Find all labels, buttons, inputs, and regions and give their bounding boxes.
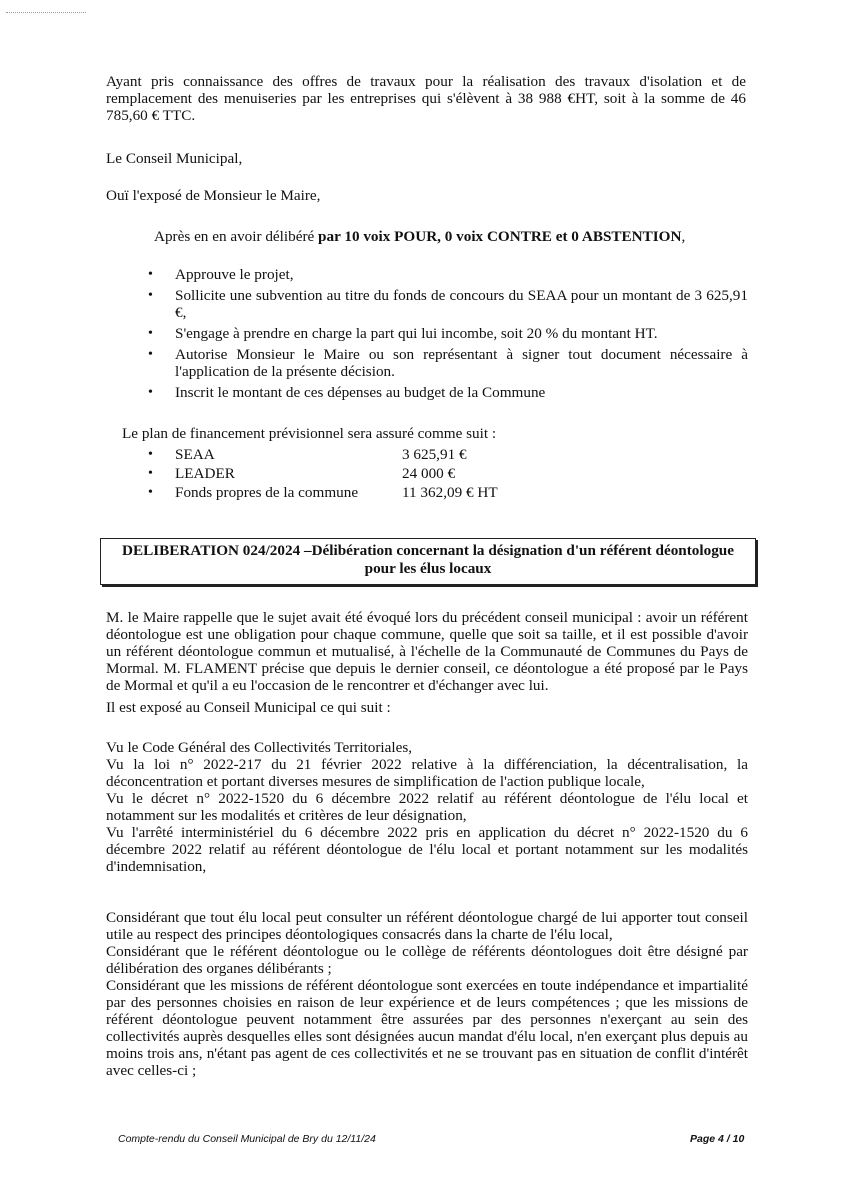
mayor-recall-paragraph: M. le Maire rappelle que le sujet avait été évoqué lors du précédent conseil municipal : avoir un référent déontologue est une obligation pour chaque commune, quelle que soit sa taille, et il est possible d'avoir un référent déontologue commun et mutualisé, à l'échelle de la Communauté de Communes du Pays de Mormal. M. FLAMENT précise que depuis le dernier conseil, ce déontologue a été proposé par le Pays de Mormal et qu'il a eu l'occasion de le rencontrer et d'échanger avec lui.: [106, 609, 748, 694]
financing-row: [108, 446, 748, 465]
page-number: Page 4 / 10: [690, 1133, 745, 1145]
vu-item: Vu le décret n° 2022-1520 du 6 décembre 2022 relatif au référent déontologue de l'élu local et notamment sur les modalités et critères de leur désignation,: [106, 790, 748, 824]
scan-artifact: [6, 12, 86, 14]
deliberation-vote-line: [154, 228, 754, 245]
vu-block: [106, 739, 748, 875]
financing-row: [108, 484, 748, 503]
deliberation-title-line1: DELIBERATION 024/2024 –Délibération concernant la désignation d'un référent déontologue: [121, 542, 734, 559]
list-item: • Inscrit le montant de ces dépenses au budget de la Commune: [108, 384, 748, 401]
financing-amount: 11 362,09 € HT: [402, 484, 498, 501]
vu-item: Vu l'arrêté interministériel du 6 décembre 2022 pris en application du décret n° 2022-1520 du 6 décembre 2022 relatif au référent déontologue de l'élu local et portant notamment sur les modalités d'indemnisation,: [106, 824, 748, 875]
vote-suffix: ,: [681, 228, 686, 245]
financing-amount: 24 000 €: [402, 465, 456, 482]
decision-list: [108, 266, 748, 401]
financing-label: LEADER: [175, 465, 235, 482]
financing-row: [108, 465, 748, 484]
list-item: • Autorise Monsieur le Maire ou son représentant à signer tout document nécessaire à l'application de la présente décision.: [108, 346, 748, 380]
intro-paragraph: Ayant pris connaissance des offres de travaux pour la réalisation des travaux d'isolation et de remplacement des menuiseries par les entreprises qui s'élèvent à 38 988 €HT, soit à la somme de 46 785,60 € TTC.: [106, 73, 746, 124]
council-heading: Le Conseil Municipal,: [106, 150, 243, 167]
vu-item: Vu le Code Général des Collectivités Territoriales,: [106, 739, 413, 756]
financing-label: Fonds propres de la commune: [175, 484, 359, 501]
heard-line: Ouï l'exposé de Monsieur le Maire,: [106, 187, 321, 204]
financing-list: [108, 446, 748, 503]
deliberation-title-line2: pour les élus locaux: [364, 560, 492, 577]
financing-intro: Le plan de financement prévisionnel sera assuré comme suit :: [122, 425, 497, 442]
vote-result: par 10 voix POUR, 0 voix CONTRE et 0 ABSTENTION: [318, 228, 682, 245]
financing-label: SEAA: [175, 446, 215, 463]
considerant-item: Considérant que tout élu local peut consulter un référent déontologue chargé de lui apporter tout conseil utile au respect des principes déontologiques consacrés dans la charte de l'élu local,: [106, 909, 748, 943]
footer-left: Compte-rendu du Conseil Municipal de Bry du 12/11/24: [118, 1133, 376, 1145]
considerant-item: Considérant que le référent déontologue ou le collège de référents déontologues doit être désigné par délibération des organes délibérants ;: [106, 943, 748, 977]
vu-item: Vu la loi n° 2022-217 du 21 février 2022 relative à la différenciation, la décentralisation, la déconcentration et portant diverses mesures de simplification de l'action publique locale,: [106, 756, 748, 790]
exposed-line: Il est exposé au Conseil Municipal ce qui suit :: [106, 699, 391, 716]
financing-amount: 3 625,91 €: [402, 446, 467, 463]
list-item: • S'engage à prendre en charge la part qui lui incombe, soit 20 % du montant HT.: [108, 325, 748, 342]
list-item: • Approuve le projet,: [108, 266, 748, 283]
list-item: • Sollicite une subvention au titre du fonds de concours du SEAA pour un montant de 3 625,91 €,: [108, 287, 748, 321]
deliberation-title-box: [100, 538, 756, 585]
considerant-item: Considérant que les missions de référent déontologue sont exercées en toute indépendance et impartialité par des personnes choisies en raison de leur expérience et de leurs compétences ; que les missions de référent déontologue peuvent notamment être assurées par des personnes n'exerçant au sein des collectivités auprès desquelles elles sont désignées aucun mandat d'élu local, n'en exerçant plus depuis au moins trois ans, n'étant pas agent de ces collectivités et ne se trouvant pas en situation de conflit d'intérêt avec celles-ci ;: [106, 977, 748, 1079]
vote-prefix: Après en en avoir délibéré: [154, 228, 319, 245]
considerant-block: [106, 909, 748, 1079]
